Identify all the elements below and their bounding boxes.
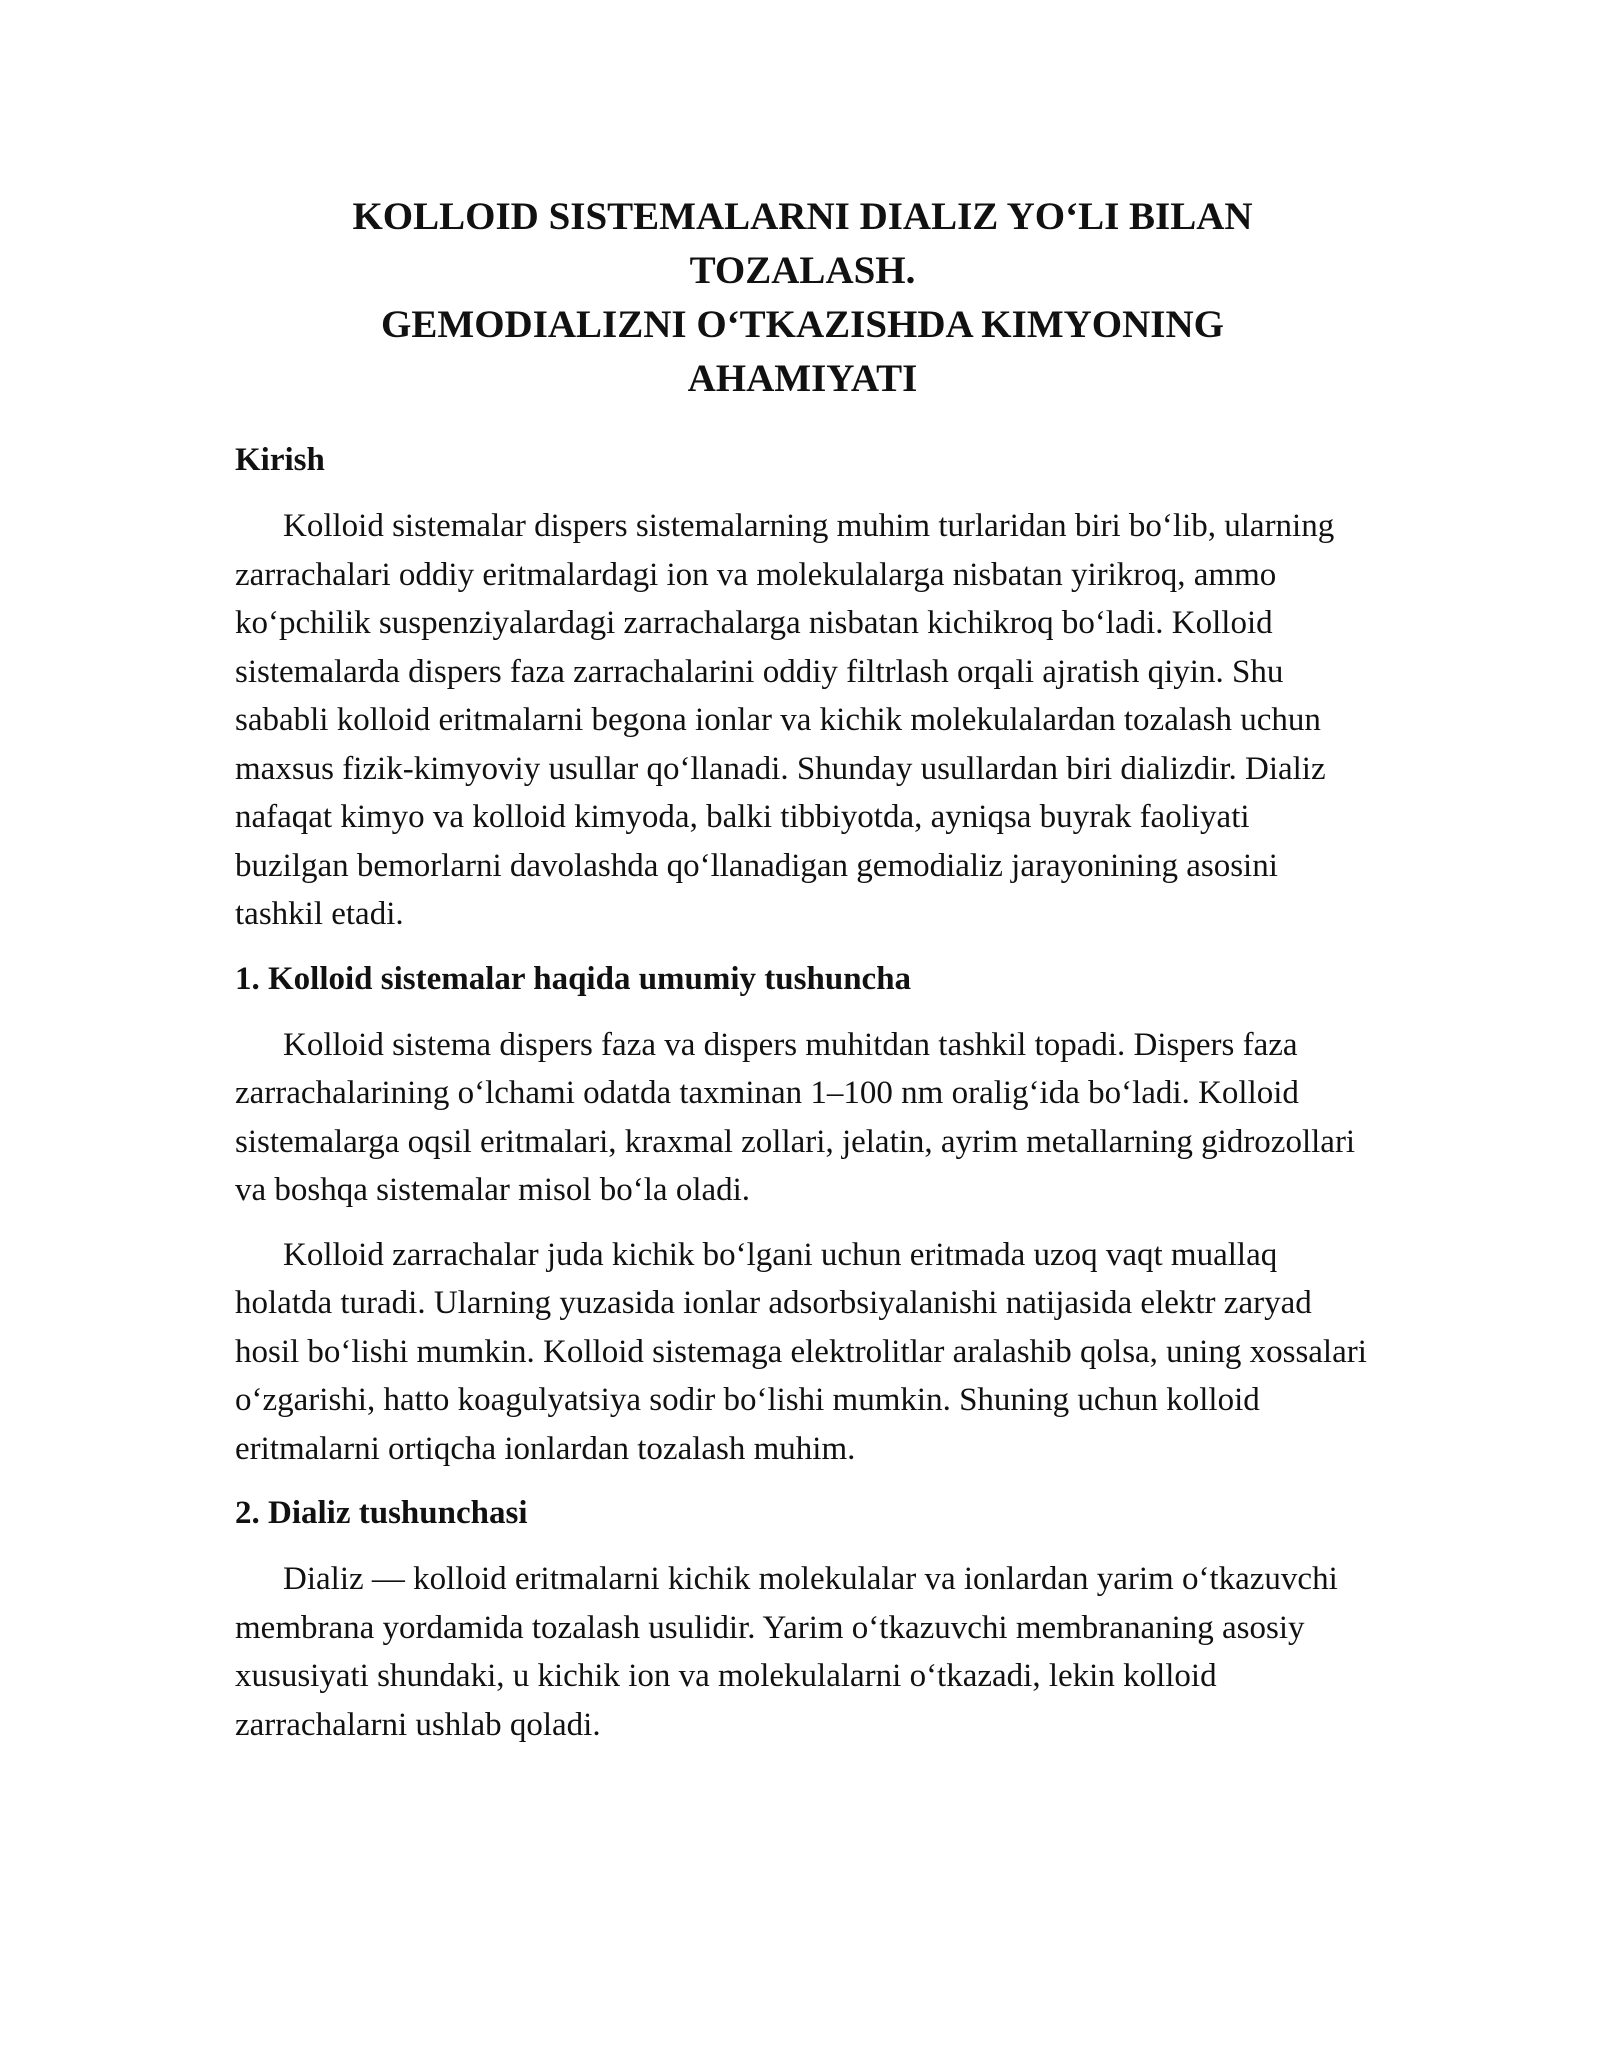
title-line: AHAMIYATI	[687, 357, 918, 400]
section-kolloid-sistemalar	[235, 955, 1370, 1474]
paragraph: Kolloid zarrachalar juda kichik bo‘lgani uchun eritmada uzoq vaqt muallaq holatda turadi. Ularning yuzasida ionlar adsorbsiyalanishi natijasida elektr zaryad hosil bo‘lishi mumkin. Kolloid sistemaga elektrolitlar aralashib qolsa, uning xossalari o‘zgarishi, hatto koagulyatsiya sodir bo‘lishi mumkin. Shuning uchun kolloid eritmalarni ortiqcha ionlardan tozalash muhim.	[235, 1236, 1367, 1467]
section-heading: 1. Kolloid sistemalar haqida umumiy tushuncha	[235, 960, 912, 997]
title-line: GEMODIALIZNI O‘TKAZISHDA KIMYONING	[381, 303, 1224, 346]
document-page	[235, 190, 1370, 1765]
document-title	[235, 190, 1370, 406]
title-line: TOZALASH.	[689, 249, 916, 292]
section-dializ-tushunchasi	[235, 1489, 1370, 1749]
section-heading: Kirish	[235, 442, 325, 478]
paragraph: Kolloid sistema dispers faza va dispers muhitdan tashkil topadi. Dispers faza zarrachalarining o‘lchami odatda taxminan 1–100 nm oralig‘ida bo‘ladi. Kolloid sistemalarga oqsil eritmalari, kraxmal zollari, jelatin, ayrim metallarning gidrozollari va boshqa sistemalar misol bo‘la oladi.	[235, 1026, 1356, 1208]
title-line: KOLLOID SISTEMALARNI DIALIZ YO‘LI BILAN	[352, 195, 1253, 238]
section-kirish	[235, 436, 1370, 939]
paragraph: Dializ — kolloid eritmalarni kichik molekulalar va ionlardan yarim o‘tkazuvchi membrana yordamida tozalash usulidir. Yarim o‘tkazuvchi membrananing asosiy xususiyati shundaki, u kichik ion va molekulalarni o‘tkazadi, lekin kolloid zarrachalarni ushlab qoladi.	[235, 1561, 1338, 1743]
paragraph: Kolloid sistemalar dispers sistemalarning muhim turlaridan biri bo‘lib, ularning zarrachalari oddiy eritmalardagi ion va molekulalarga nisbatan yirikroq, ammo ko‘pchilik suspenziyalardagi zarrachalarga nisbatan kichikroq bo‘ladi. Kolloid sistemalarda dispers faza zarrachalarini oddiy filtrlash orqali ajratish qiyin. Shu sababli kolloid eritmalarni begona ionlar va kichik molekulalardan tozalash uchun maxsus fizik-kimyoviy usullar qo‘llanadi. Shunday usullardan biri dializdir. Dializ nafaqat kimyo va kolloid kimyoda, balki tibbiyotda, ayniqsa buyrak faoliyati buzilgan bemorlarni davolashda qo‘llanadigan gemodializ jarayonining asosini tashkil etadi.	[235, 508, 1335, 932]
section-heading: 2. Dializ tushunchasi	[235, 1495, 528, 1531]
